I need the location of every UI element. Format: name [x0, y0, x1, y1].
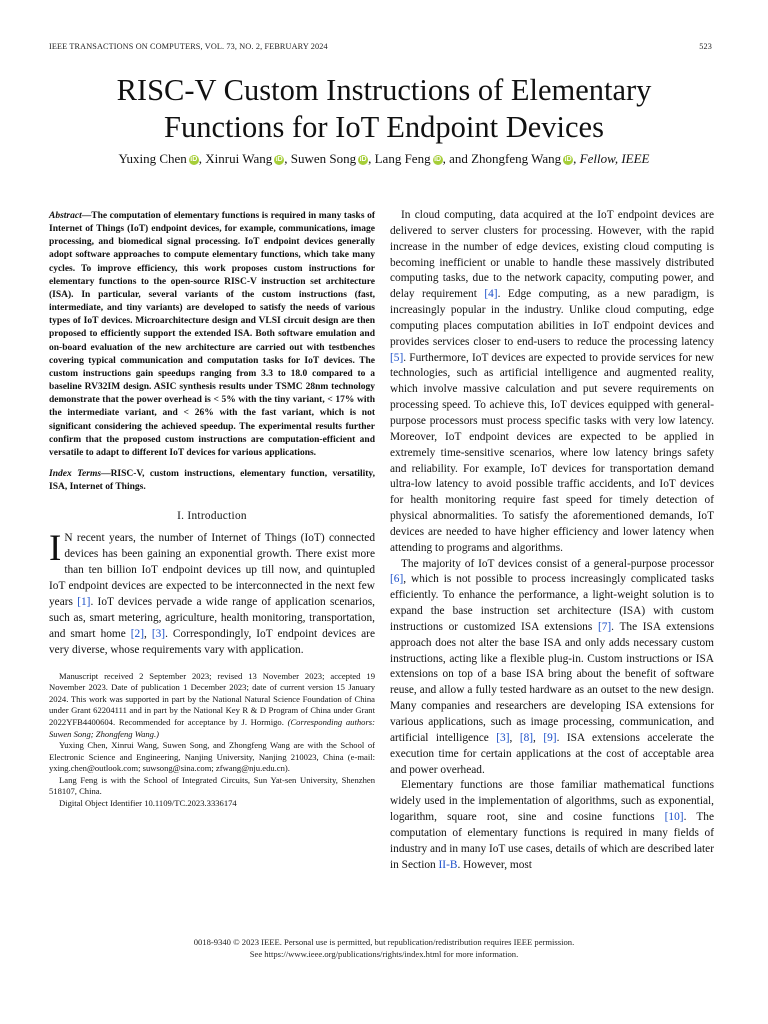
citation-link[interactable]: [9] — [543, 731, 557, 744]
footnote-doi: Digital Object Identifier 10.1109/TC.2023.3336174 — [59, 798, 237, 809]
body-paragraph — [390, 208, 714, 557]
running-header — [49, 42, 712, 51]
section-heading-introduction: I. Introduction — [177, 510, 247, 523]
body-paragraph — [390, 557, 714, 779]
citation-link[interactable]: [7] — [597, 620, 612, 633]
author-name: Xinrui Wang — [205, 151, 273, 166]
body-text: In cloud computing, data acquired at the IoT endpoint devices are delivered to server clusters for processing. However, with the rapid increase in the number of edge devices, existing cloud computing is becoming inefficient or unable to handle these massively distributed computing tasks, due to the network capacity, computing power, and delay requirement — [390, 209, 714, 301]
right-column — [390, 208, 714, 873]
citation-link[interactable]: [2] — [130, 627, 145, 640]
body-text: , — [509, 731, 520, 744]
orcid-icon[interactable]: iD — [190, 156, 198, 163]
intro-text: , — [144, 627, 152, 640]
author-separator: , and — [442, 151, 472, 166]
intro-paragraph — [49, 528, 375, 658]
body-text: Elementary functions are those familiar mathematical functions widely used in the implementation of algorithms, such as exponential, logarithm, square root, sine and cosine functions — [390, 779, 714, 824]
author-name: Lang Feng — [374, 151, 431, 166]
left-column — [49, 210, 375, 810]
abstract-text: The computation of elementary functions is required in many tasks of Internet of Things (IoT) endpoint devices, for example, communications, image processing, and biomedical signal processing. IoT endpoint devices generally adopt software approaches to compute elementary functions, which take many cycles. To improve efficiency, this work proposes custom instructions for elementary functions to the open-source RISC-V instruction set architecture (ISA). In particular, several variants of the custom instructions (fast, intermediate, and tiny variants) are developed to satisfy the needs of various types of IoT devices. Microarchitecture design and VLSI circuit design are then proposed to efficiently support the extended ISA. Both software emulation and on-board evaluation of the new architecture are carried out with testbenches covering typical communication and computation tasks for IoT devices. The custom instructions gain speedups ranging from 3.3 to 18.0 compared to a baseline RV32IM design. ASIC synthesis results under TSMC 28nm technology demonstrate that the power overhead is < 5% with the tiny variant, < 17% with the intermediate variant, and < 26% with the fast variant, which is not significant considering the achieved speedup. The experimental results further confirm that the proposed custom instructions are computation-efficient and versatile to adapt to different IoT devices for various applications. — [49, 211, 375, 458]
corresponding-authors: (Corresponding authors: Suwen Song; Zhongfeng Wang.) — [49, 716, 375, 739]
orcid-icon[interactable]: iD — [434, 156, 442, 163]
journal-name: IEEE TRANSACTIONS ON COMPUTERS, VOL. 73, NO. 2, FEBRUARY 2024 — [49, 42, 328, 51]
author-separator: , — [573, 151, 580, 166]
author-name: Zhongfeng Wang — [471, 151, 562, 166]
author-fellow-grade: Fellow, IEEE — [579, 151, 650, 166]
index-terms — [49, 468, 375, 494]
orcid-icon[interactable]: iD — [564, 156, 572, 163]
citation-link[interactable]: [5] — [390, 351, 404, 364]
orcid-icon[interactable]: iD — [275, 156, 283, 163]
paper-title — [40, 72, 728, 146]
body-paragraph — [390, 778, 714, 873]
title-line-2: Functions for IoT Endpoint Devices — [164, 110, 604, 144]
body-text: . Edge computing, as a new paradigm, is increasingly popular in the industry. Unlike cloud computing, edge computing places computation abilities in IoT endpoint devices and provides services closer to end-users to reduce the processing latency — [390, 288, 714, 348]
copyright-notice — [40, 937, 728, 960]
abstract-label: Abstract — [49, 211, 82, 221]
author-name: Yuxing Chen — [118, 151, 187, 166]
citation-link[interactable]: [3] — [151, 627, 166, 640]
rights-line: See https://www.ieee.org/publications/rights/index.html for more information. — [249, 948, 519, 959]
copyright-line: 0018-9340 © 2023 IEEE. Personal use is permitted, but republication/redistribution requires IEEE permission. — [193, 937, 575, 947]
intro-text: . IoT devices pervade a wide range of application scenarios, such as, smart metering, agriculture, health monitoring, transportation, and smart home — [49, 595, 375, 640]
citation-link[interactable]: [4] — [484, 288, 498, 301]
citation-link[interactable]: [1] — [77, 595, 91, 608]
orcid-icon[interactable]: iD — [359, 156, 367, 163]
citation-link[interactable]: [6] — [390, 573, 404, 586]
title-line-1: RISC-V Custom Instructions of Elementary — [116, 73, 652, 107]
footnote-manuscript — [49, 671, 375, 741]
citation-link[interactable]: [10] — [664, 811, 684, 824]
index-terms-dash: — — [101, 468, 111, 479]
page-number: 523 — [699, 42, 712, 51]
body-text: . The ISA extensions approach does not alter the base ISA and only adds necessary custom instructions, acting like a flexible plug-in. Custom instructions or ISA extensions on top of a base ISA bring about the benefit of software reuse, and allow a fully tested hardware as an outset to the new design. Many companies and researchers are developing ISA extensions for various applications, such as image processing, communication, and artificial intelligence — [390, 620, 714, 744]
footnote-affiliation-1: Yuxing Chen, Xinrui Wang, Suwen Song, and Zhongfeng Wang are with the School of Electronic Science and Engineering, Nanjing University, Nanjing 210023, China (e-mail: yxing.chen@outlook.com; suwsong@sina.com; zfwang@nju.edu.cn). — [49, 740, 375, 774]
body-text: . The computation of elementary functions is required in many fields of industry and in many IoT use cases, details of which are described later in Section — [390, 811, 714, 871]
footnote-affiliation-2: Lang Feng is with the School of Integrated Circuits, Sun Yat-sen University, Shenzhen 518107, China. — [49, 774, 375, 797]
section-link[interactable]: II-B — [438, 858, 458, 871]
author-separator: , — [198, 151, 206, 166]
body-text: , — [533, 731, 544, 744]
drop-cap: I — [49, 528, 62, 570]
body-text: The majority of IoT devices consist of a general-purpose processor — [401, 557, 714, 570]
abstract — [49, 210, 375, 460]
citation-link[interactable]: [8] — [519, 731, 534, 744]
index-terms-label: Index Terms — [49, 468, 102, 479]
citation-link[interactable]: [3] — [496, 731, 510, 744]
body-text: . ISA extensions accelerate the execution time for certain applications at the cost of acceptable area and power overhead. — [390, 731, 715, 776]
author-separator: , — [368, 151, 375, 166]
body-text: . However, most — [457, 858, 532, 871]
intro-text: . Correspondingly, IoT endpoint devices are very diverse, whose requirements vary with application. — [49, 627, 375, 656]
index-terms-text: RISC-V, custom instructions, elementary function, versatility, ISA, Internet of Things. — [49, 468, 375, 493]
footnote-text: Manuscript received 2 September 2023; revised 13 November 2023; accepted 19 November 2023. Date of publication 1 December 2023; date of current version 15 January 2024. This work was supported in part by the National Natural Science Foundation of China under Grant 62204111 and in part by the National Key R & D Program of China under Grant 2022YFB4400604. Recommended for acceptance by J. Hormigo. — [49, 670, 375, 727]
footnotes — [49, 671, 375, 810]
intro-text: N recent years, the number of Internet of Things (IoT) connected devices has been gaining an exponential growth. There exist more than ten billion IoT endpoint devices up till now, and quintupled IoT endpoint devices are expected to be interconnected in the next few years — [49, 532, 375, 608]
body-text: . Furthermore, IoT devices are expected to provide services for new technologies, such as artificial intelligence and augmented reality, which involve massive calculation and put severe requirements on processing speed. To achieve this, IoT devices equipped with general-purpose processors must process specific tasks with very low latency. Moreover, IoT endpoint devices are expected to be applied in extremely time-sensitive scenarios, where low latency brings safety and reliability. For example, IoT devices for transportation demand ultra-low latency to avoid possible traffic accidents, and IoT devices for health monitoring require fast speed for timely detection of physical abnormalities. To satisfy the aforementioned demands, IoT devices are needed to have higher efficiency and lower latency when attending to programs and algorithms. — [390, 351, 714, 554]
author-separator: , — [284, 151, 291, 166]
author-name: Suwen Song — [290, 151, 357, 166]
author-list — [30, 151, 738, 167]
abstract-dash: — — [81, 211, 92, 221]
body-text: , which is not possible to process increasingly complicated tasks efficiently. To enhance the performance, a light-weight solution is to expand the base instruction set architecture (ISA) with custom instructions or customized ISA extensions — [390, 573, 714, 633]
